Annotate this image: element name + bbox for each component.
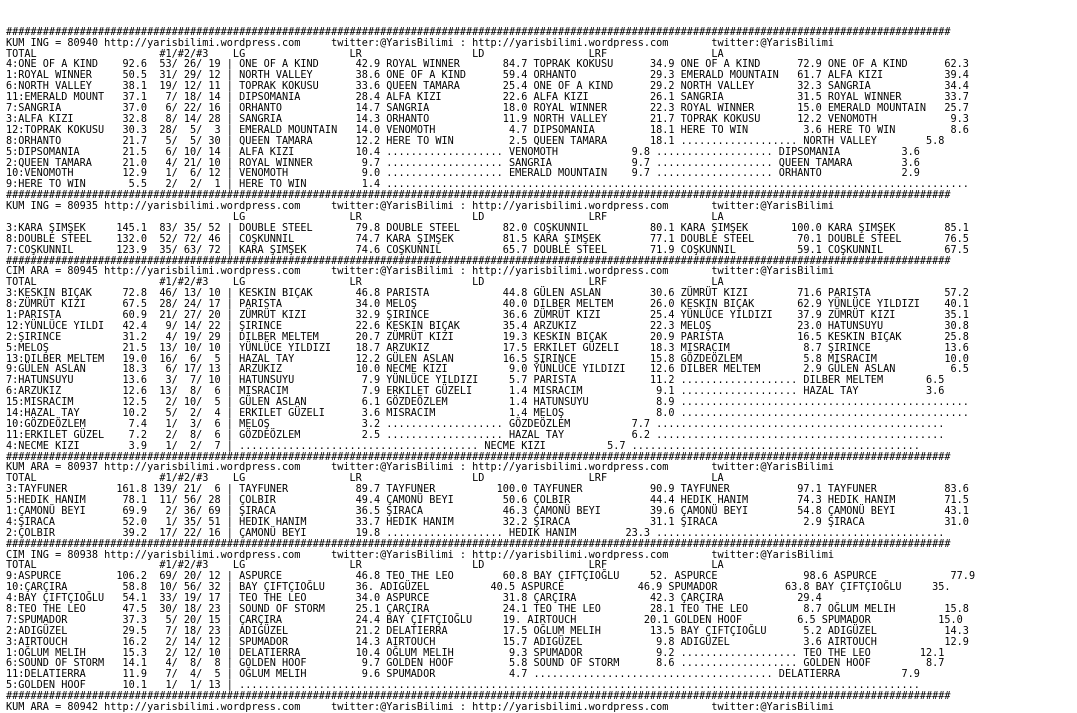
data-row: 7:SANGRIA 37.0 6/ 22/ 16 | ORHANTO 14.7 SANGRIA 18.0 ROYAL WINNER 22.3 ROYAL WINNER 15.0 EMERALD MOUNTAIN 25.7 [6,103,969,115]
data-row: 8:ZÜMRÜT KIZI 67.5 28/ 24/ 17 | PARISTA 34.0 MELOŞ 40.0 DILBER MELTEM 26.0 KESKIN BIÇAK 62.9 YÜNLÜCE YILDIZI 40.1 [6,299,969,311]
data-row: 6:ARZUKIZ 12.6 13/ 8/ 6 | MISRACIM 7.9 ERKILET GÜZELI 1.4 MISRACIM 9.1 ................... HAZAL TAY 3.6 [6,386,945,398]
data-row: 6:NORTH VALLEY 38.1 19/ 12/ 11 | TOPRAK KOKUSU 33.6 QUEEN TAMARA 25.4 ONE OF A KIND 29.2 NORTH VALLEY 32.3 SANGRIA 34.4 [6,81,969,93]
data-row: 3:KESKIN BIÇAK 72.8 46/ 13/ 10 | KESKIN BIÇAK 46.8 PARISTA 44.8 GÜLEN ASLAN 30.6 ZÜMRÜT KIZI 71.6 PARISTA 57.2 [6,288,969,300]
data-row: 1:ROYAL WINNER 50.5 31/ 29/ 12 | NORTH VALLEY 38.6 ONE OF A KIND 59.4 ORHANTO 29.3 EMERALD MOUNTAIN 61.7 ALFA KIZI 39.4 [6,70,969,82]
race-header: KUM ING = 80940 http://yarisbilimi.wordpress.com twitter:@YarisBilimi : http://yarisbilimi.wordpress.com twitter:@YarisBilimi [6,37,835,49]
data-row: 11:EMERALD MOUNT 37.1 7/ 18/ 14 | DIPSOMANIA 28.4 ALFA KIZI 22.6 ALFA KIZI 26.1 SANGRIA 31.5 ROYAL WINNER 33.7 [6,92,969,104]
data-row: 5:MELOŞ 21.5 13/ 10/ 10 | YÜNLÜCE YILDIZI 18.7 ARZUKIZ 17.5 ERKILET GÜZELI 18.3 MISRACIM 8.7 ŞIRINCE 13.6 [6,342,969,354]
data-row: 4:ŞIRACA 52.0 1/ 35/ 51 | HEDIK HANIM 33.7 HEDIK HANIM 32.2 ŞIRACA 31.1 ŞIRACA 2.9 ŞIRACA 31.0 [6,516,969,528]
data-row: 10:ÇARÇIRA 58.8 10/ 56/ 32 | BAY ÇIFTÇIOĞLU 36. ADIGÜZEL 40.5 ASPURCE 46.9 SPUMADOR 63.8 BAY ÇIFTÇIOĞLU 35. [6,582,951,594]
data-row: 15:MISRACIM 12.5 2/ 10/ 5 | GÜLEN ASLAN 6.1 GÖZDEÖZLEM 1.4 HATUNSUYU 8.9 ............................................... [6,397,969,409]
data-row: 3:TAYFUNER 161.8 139/ 21/ 6 | TAYFUNER 89.7 TAYFUNER 100.0 TAYFUNER 90.9 TAYFUNER 97.1 TAYFUNER 83.6 [6,484,969,496]
data-row: 8:DOUBLE STEEL 132.0 52/ 72/ 46 | COŞKUNNIL 74.7 KARA ŞIMŞEK 81.5 KARA ŞIMŞEK 77.1 DOUBLE STEEL 70.1 DOUBLE STEEL 76.5 [6,233,969,245]
separator-line: ########################################################################################################################################################## [6,451,951,463]
data-row: 14:HAZAL TAY 10.2 5/ 2/ 4 | ERKILET GÜZELI 3.6 MISRACIM 1.4 MELOŞ 8.0 ............................................... [6,407,969,419]
data-row: 9:ASPURCE 106.2 69/ 20/ 12 | ASPURCE 46.8 TEO THE LEO 60.8 BAY ÇIFTÇIOĞLU 52. ASPURCE 98.6 ASPURCE 77.9 [6,571,976,583]
data-row: 2:ADIGÜZEL 29.5 7/ 18/ 23 | ADIGÜZEL 21.2 DELATIERRA 17.5 OĞLUM MELIH 13.5 BAY ÇIFTÇIOĞLU 5.2 ADIGÜZEL 14.3 [6,625,969,637]
race-header: CIM ING = 80938 http://yarisbilimi.wordpress.com twitter:@YarisBilimi : http://yarisbilimi.wordpress.com twitter:@YarisBilimi [6,549,835,561]
data-row: 5:HEDIK HANIM 78.1 11/ 56/ 28 | ÇOLBIR 49.4 ÇAMONÜ BEYI 50.6 ÇOLBIR 44.4 HEDIK HANIM 74.3 HEDIK HANIM 71.5 [6,495,969,507]
data-row: 7:HATUNSUYU 13.6 3/ 7/ 10 | HATUNSUYU 7.9 YÜNLÜCE YILDIZI 5.7 PARISTA 11.2 ................... DILBER MELTEM 6.5 [6,375,945,387]
column-header: LG LR LD LRF LA [6,211,724,223]
column-header: TOTAL #1/#2/#3 LG LR LD LRF LA [6,48,724,60]
data-row: 8:TEO THE LEO 47.5 30/ 18/ 23 | SOUND OF STORM 25.1 ÇARÇIRA 24.1 TEO THE LEO 28.1 TEO THE LEO 8.7 OĞLUM MELIH 15.8 [6,604,969,616]
data-row: 5:GOLDEN HOOF 10.1 1/ 1/ 13 | ............................................................................................................... [6,680,920,692]
race-header: KUM ARA = 80937 http://yarisbilimi.wordpress.com twitter:@YarisBilimi : http://yarisbilimi.wordpress.com twitter:@YarisBilimi [6,462,835,474]
race-header: KUM ARA = 80942 http://yarisbilimi.wordpress.com twitter:@YarisBilimi : http://yarisbilimi.wordpress.com twitter:@YarisBilimi [6,702,835,713]
data-row: 13:DILBER MELTEM 19.0 16/ 6/ 5 | HAZAL TAY 12.2 GÜLEN ASLAN 16.5 ŞIRINCE 15.8 GÖZDEÖZLEM 5.8 MISRACIM 10.0 [6,353,969,365]
data-row: 2:ŞIRINCE 31.2 4/ 19/ 29 | DILBER MELTEM 20.7 ZÜMRÜT KIZI 19.3 KESKIN BIÇAK 20.9 PARISTA 16.5 KESKIN BIÇAK 25.8 [6,331,969,343]
data-row: 8:ORHANTO 21.7 5/ 5/ 30 | QUEEN TAMARA 12.2 HERE TO WIN 2.5 QUEEN TAMARA 18.1 ................... NORTH VALLEY 5.8 [6,135,945,147]
data-row: 3:KARA ŞIMŞEK 145.1 83/ 35/ 52 | DOUBLE STEEL 79.8 DOUBLE STEEL 82.0 COŞKUNNIL 80.1 KARA ŞIMŞEK 100.0 KARA ŞIMŞEK 85.1 [6,222,969,234]
data-row: 11:ERKILET GÜZEL 7.2 2/ 8/ 6 | GÖZDEÖZLEM 2.5 ................... HAZAL TAY 6.2 ............................................... [6,429,945,441]
column-header: TOTAL #1/#2/#3 LG LR LD LRF LA [6,560,724,572]
data-row: 7:SPUMADOR 37.3 5/ 20/ 15 | ÇARÇIRA 24.4 BAY ÇIFTÇIOĞLU 19. AIRTOUCH 20.1 GOLDEN HOOF 6.5 SPUMADOR 15.0 [6,614,963,626]
data-row: 12:YÜNLÜCE YILDI 42.4 9/ 14/ 22 | ŞIRINCE 22.6 KESKIN BIÇAK 35.4 ARZUKIZ 22.3 MELOŞ 23.0 HATUNSUYU 30.8 [6,320,969,332]
separator-line: ########################################################################################################################################################## [6,691,951,703]
race-header: CIM ARA = 80945 http://yarisbilimi.wordpress.com twitter:@YarisBilimi : http://yarisbilimi.wordpress.com twitter:@YarisBilimi [6,266,835,278]
separator-line: ########################################################################################################################################################## [6,190,951,202]
data-row: 1:ÇAMONÜ BEYI 69.9 2/ 36/ 69 | ŞIRACA 36.5 ŞIRACA 46.3 ÇAMONÜ BEYI 39.6 ÇAMONÜ BEYI 54.8 ÇAMONÜ BEYI 43.1 [6,506,969,517]
data-row: 1:OĞLUM MELIH 15.3 2/ 12/ 10 | DELATIERRA 10.4 OĞLUM MELIH 9.3 SPUMADOR 9.2 ................... TEO THE LEO 12.1 [6,647,945,659]
data-row: 9:HERE TO WIN 5.5 2/ 2/ 1 | HERE TO WIN 1.4 ............................................................................................... [6,179,969,191]
data-row: 10:GÖZDEÖZLEM 7.4 1/ 3/ 6 | MELOŞ 3.2 ................... GÖZDEÖZLEM 7.7 ............................................... [6,418,945,430]
data-row: 2:QUEEN TAMARA 21.0 4/ 21/ 10 | ROYAL WINNER 9.7 ................... SANGRIA 9.7 ................... QUEEN TAMARA 3.6 [6,157,920,169]
race-header: KUM ING = 80935 http://yarisbilimi.wordpress.com twitter:@YarisBilimi : http://yarisbilimi.wordpress.com twitter:@YarisBilimi [6,201,835,213]
data-row: 4:BAY ÇIFTÇIOĞLU 54.1 33/ 19/ 17 | TEO THE LEO 34.0 ASPURCE 31.8 ÇARÇIRA 42.3 ÇARÇIRA 29.4 [6,593,822,605]
text-lines [6,28,1077,713]
separator-line: ########################################################################################################################################################## [6,26,951,38]
column-header: TOTAL #1/#2/#3 LG LR LD LRF LA [6,277,724,289]
data-row: 4:NECME KIZI 3.9 1/ 2/ 7 | ....................................... NECME KIZI 5.7 ............................................... [6,440,920,452]
data-row: 12:TOPRAK KOKUSU 30.3 28/ 5/ 3 | EMERALD MOUNTAIN 14.0 VENOMOTH 4.7 DIPSOMANIA 18.1 HERE TO WIN 3.6 HERE TO WIN 8.6 [6,124,969,136]
separator-line: ########################################################################################################################################################## [6,255,951,267]
data-row: 2:ÇOLBIR 39.2 17/ 22/ 16 | ÇAMONÜ BEYI 19.8 ................... HEDIK HANIM 23.3 ............................................... [6,527,945,539]
data-row: 3:ALFA KIZI 32.8 8/ 14/ 28 | SANGRIA 14.3 ORHANTO 11.9 NORTH VALLEY 21.7 TOPRAK KOKUSU 12.2 VENOMOTH 9.3 [6,113,969,125]
data-row: 1:PARISTA 60.9 21/ 27/ 20 | ZÜMRÜT KIZI 32.9 ŞIRINCE 36.6 ZÜMRÜT KIZI 25.4 YÜNLÜCE YILDIZI 37.9 ZÜMRÜT KIZI 35.1 [6,309,969,321]
data-row: 3:AIRTOUCH 16.2 2/ 14/ 12 | SPUMADOR 14.3 AIRTOUCH 15.7 ADIGÜZEL 9.8 ADIGÜZEL 3.6 AIRTOUCH 12.9 [6,636,969,648]
data-row: 10:VENOMOTH 12.9 1/ 6/ 12 | VENOMOTH 9.0 ................... EMERALD MOUNTAIN 9.7 ................... ORHANTO 2.9 [6,168,920,180]
data-row: 5:DIPSOMANIA 21.5 6/ 10/ 14 | ALFA KIZI 10.4 ................... VENOMOTH 9.8 ................... DIPSOMANIA 3.6 [6,146,920,158]
separator-line: ########################################################################################################################################################## [6,538,951,550]
data-row: 4:ONE OF A KIND 92.6 53/ 26/ 19 | ONE OF A KIND 42.9 ROYAL WINNER 84.7 TOPRAK KOKUSU 34.9 ONE OF A KIND 72.9 ONE OF A KIND 62.3 [6,59,969,71]
data-row: 11:DELATIERRA 11.9 7/ 4/ 5 | OĞLUM MELIH 9.6 SPUMADOR 4.7 ....................................... DELATIERRA 7.9 [6,669,920,681]
data-row: 9:GÜLEN ASLAN 18.3 6/ 17/ 13 | ARZUKIZ 10.0 NECME KIZI 9.0 YÜNLÜCE YILDIZI 12.6 DILBER MELTEM 2.9 GÜLEN ASLAN 6.5 [6,364,969,376]
data-row: 6:SOUND OF STORM 14.1 4/ 8/ 8 | GOLDEN HOOF 9.7 GOLDEN HOOF 5.8 SOUND OF STORM 8.6 ................... GOLDEN HOOF 8.7 [6,658,945,670]
column-header: TOTAL #1/#2/#3 LG LR LD LRF LA [6,473,724,485]
data-row: 7:COŞKUNNIL 123.9 35/ 63/ 72 | KARA ŞIMŞEK 74.6 COŞKUNNIL 65.7 DOUBLE STEEL 71.9 COŞKUNNIL 59.1 COŞKUNNIL 67.5 [6,244,969,256]
